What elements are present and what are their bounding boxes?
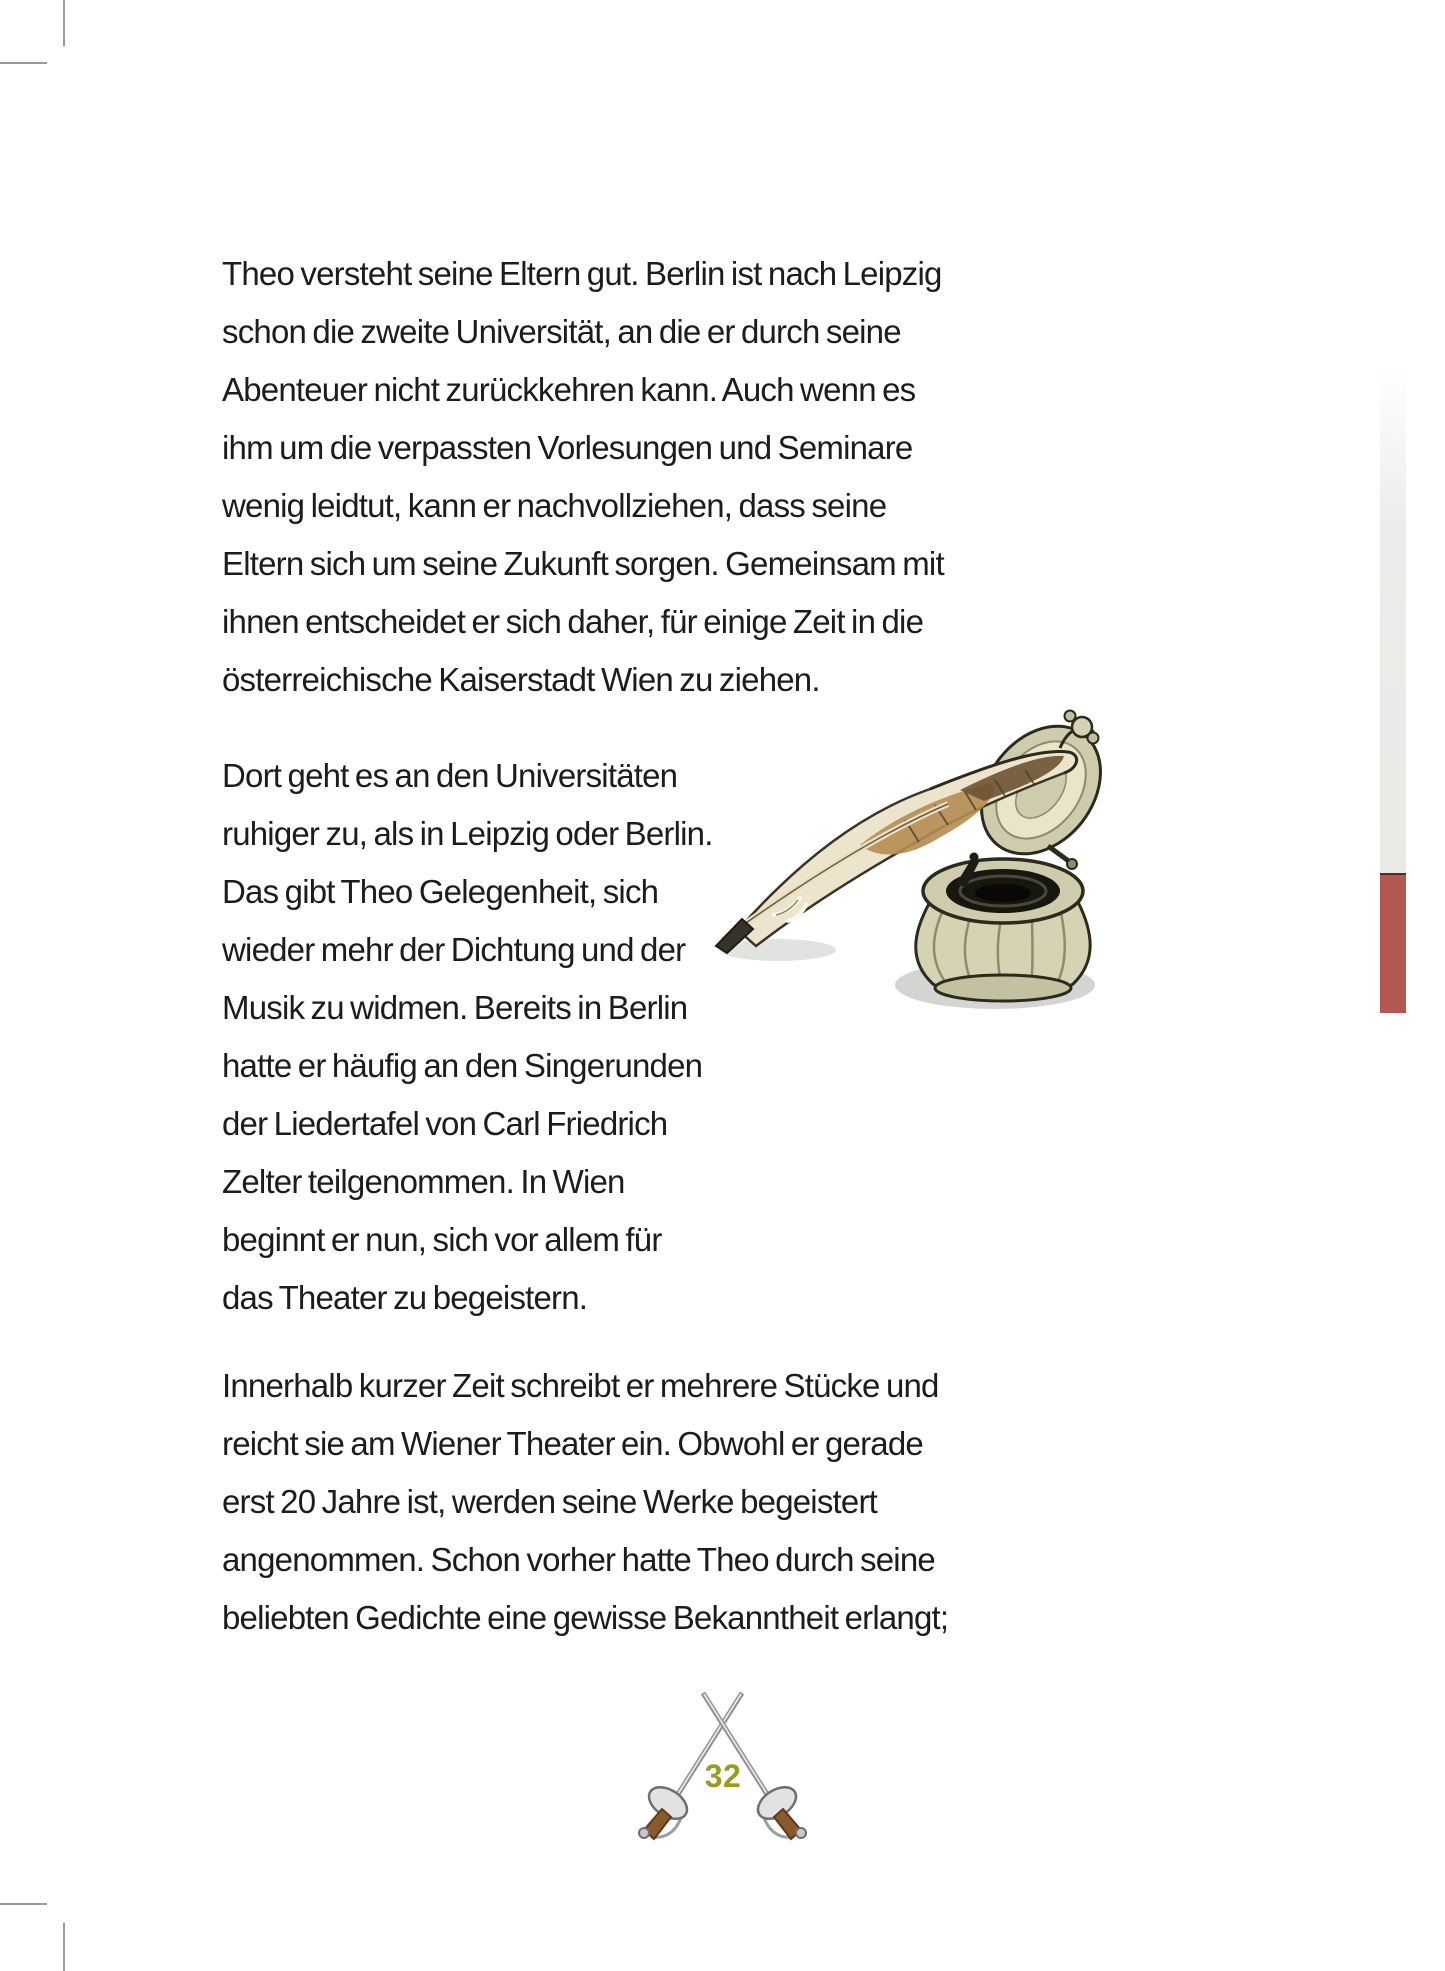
text-line: angenommen. Schon vorher hatte Theo durch seine (222, 1541, 935, 1578)
text-line: erst 20 Jahre ist, werden seine Werke begeistert (222, 1483, 878, 1520)
crop-mark-bottom-vertical (63, 1923, 65, 1971)
crop-mark-bottom-horizontal (0, 1903, 47, 1905)
text-line: Das gibt Theo Gelegenheit, sich (222, 873, 659, 910)
text-line: ihm um die verpassten Vorlesungen und Seminare (222, 429, 913, 466)
page-number: 32 (704, 1758, 742, 1794)
inkwell-pot (916, 853, 1090, 1002)
text-line: Abenteuer nicht zurückkehren kann. Auch wenn es (222, 371, 916, 408)
text-line: hatte er häufig an den Singerunden (222, 1047, 703, 1084)
edge-bar-red (1380, 873, 1406, 1013)
text-line: der Liedertafel von Carl Friedrich (222, 1105, 668, 1142)
text-line: Theo versteht seine Eltern gut. Berlin ist nach Leipzig (222, 255, 942, 292)
text-line: österreichische Kaiserstadt Wien zu ziehen. (222, 661, 820, 698)
text-line: Zelter teilgenommen. In Wien (222, 1163, 625, 1200)
text-line: Innerhalb kurzer Zeit schreibt er mehrere Stücke und (222, 1367, 939, 1404)
crop-mark-top-horizontal (0, 62, 47, 64)
text-line: ihnen entscheidet er sich daher, für einige Zeit in die (222, 603, 924, 640)
crop-mark-top-vertical (63, 0, 65, 46)
text-line: reicht sie am Wiener Theater ein. Obwohl er gerade (222, 1425, 923, 1462)
edge-bar-gray (1380, 365, 1406, 873)
text-line: schon die zweite Universität, an die er durch seine (222, 313, 901, 350)
text-line: das Theater zu begeistern. (222, 1279, 588, 1316)
paragraph-3 (222, 1357, 948, 1647)
text-line: Dort geht es an den Universitäten (222, 757, 678, 794)
text-line: wenig leidtut, kann er nachvollziehen, dass seine (222, 487, 887, 524)
text-line: beliebten Gedichte eine gewisse Bekanntheit erlangt; (222, 1599, 949, 1636)
text-line: ruhiger zu, als in Leipzig oder Berlin. (222, 815, 713, 852)
text-line: beginnt er nun, sich vor allem für (222, 1221, 662, 1258)
text-line: Eltern sich um seine Zukunft sorgen. Gemeinsam mit (222, 545, 944, 582)
text-line: Musik zu widmen. Bereits in Berlin (222, 989, 688, 1026)
text-line: wieder mehr der Dichtung und der (222, 931, 686, 968)
paragraph-2 (222, 747, 713, 1327)
inkwell-quill-illustration (690, 580, 1110, 1020)
